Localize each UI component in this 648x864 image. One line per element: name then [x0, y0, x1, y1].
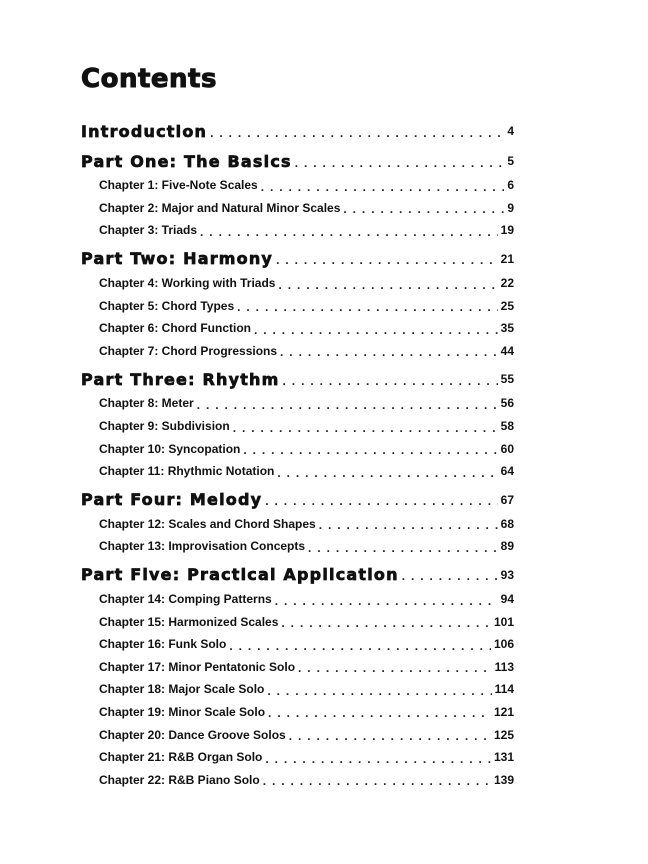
toc-chapter-entry[interactable] — [81, 513, 514, 536]
toc-chapter-entry[interactable] — [81, 392, 514, 415]
toc-chapter-entry[interactable] — [81, 610, 514, 633]
toc-part-entry[interactable] — [81, 487, 514, 513]
dot-leader — [265, 749, 491, 766]
dot-leader — [295, 153, 505, 170]
dot-leader — [261, 177, 505, 194]
toc-chapter-entry[interactable] — [81, 656, 514, 679]
page-number: 121 — [493, 704, 514, 719]
page-number: 131 — [493, 750, 514, 765]
dot-leader — [229, 636, 491, 653]
table-of-contents — [81, 114, 514, 791]
dot-leader — [243, 440, 497, 457]
entry-title: Chapter 4: Working with Triads — [99, 276, 276, 291]
dot-leader — [276, 250, 498, 267]
dot-leader — [280, 342, 498, 359]
entry-title: Chapter 18: Major Scale Solo — [99, 682, 265, 697]
toc-chapter-entry[interactable] — [81, 294, 514, 317]
toc-chapter-entry[interactable] — [81, 460, 514, 483]
toc-part-entry[interactable] — [81, 562, 514, 588]
dot-leader — [237, 297, 498, 314]
toc-chapter-entry[interactable] — [81, 768, 514, 791]
entry-title: Part Two: Harmony — [81, 249, 274, 269]
entry-title: Chapter 7: Chord Progressions — [99, 343, 278, 358]
toc-chapter-entry[interactable] — [81, 588, 514, 611]
entry-title: Part Five: Practical Application — [81, 565, 399, 585]
dot-leader — [289, 726, 491, 743]
dot-leader — [278, 275, 497, 292]
entry-title: Chapter 1: Five-Note Scales — [99, 178, 258, 193]
entry-title: Chapter 22: R&B Piano Solo — [99, 772, 260, 787]
page-number: 106 — [493, 637, 514, 652]
dot-leader — [402, 566, 498, 583]
page-number: 60 — [500, 441, 514, 456]
entry-title: Chapter 10: Syncopation — [99, 441, 241, 456]
toc-chapter-entry[interactable] — [81, 437, 514, 460]
dot-leader — [268, 703, 491, 720]
page-number: 93 — [500, 567, 514, 582]
page-number: 101 — [493, 614, 514, 629]
dot-leader — [197, 395, 498, 412]
toc-chapter-entry[interactable] — [81, 317, 514, 340]
page-number: 114 — [494, 682, 514, 697]
page-number: 55 — [500, 372, 514, 387]
dot-leader — [265, 491, 497, 508]
entry-title: Chapter 20: Dance Groove Solos — [99, 727, 286, 742]
dot-leader — [281, 613, 491, 630]
entry-title: Chapter 12: Scales and Chord Shapes — [99, 516, 316, 531]
toc-chapter-entry[interactable] — [81, 723, 514, 746]
entry-title: Chapter 6: Chord Function — [99, 321, 251, 336]
dot-leader — [254, 320, 498, 337]
toc-chapter-entry[interactable] — [81, 746, 514, 769]
toc-chapter-entry[interactable] — [81, 415, 514, 438]
entry-title: Chapter 3: Triads — [99, 223, 198, 238]
dot-leader — [200, 222, 498, 239]
entry-title: Chapter 5: Chord Types — [99, 298, 235, 313]
entry-title: Chapter 8: Meter — [99, 396, 194, 411]
page-number: 125 — [493, 727, 514, 742]
page-number: 35 — [500, 321, 514, 336]
page-number: 89 — [500, 539, 514, 554]
entry-title: Introduction — [81, 121, 208, 141]
entry-title: Chapter 21: R&B Organ Solo — [99, 750, 263, 765]
page-number: 5 — [507, 154, 514, 168]
entry-title: Chapter 14: Comping Patterns — [99, 592, 272, 607]
entry-title: Chapter 16: Funk Solo — [99, 637, 227, 652]
page-number: 6 — [507, 178, 514, 193]
dot-leader — [283, 371, 498, 388]
toc-part-entry[interactable] — [81, 246, 514, 272]
toc-part-entry[interactable] — [81, 366, 514, 392]
page-number: 139 — [493, 772, 514, 787]
toc-chapter-entry[interactable] — [81, 701, 514, 724]
toc-chapter-entry[interactable] — [81, 678, 514, 701]
toc-chapter-entry[interactable] — [81, 340, 514, 363]
page-number: 25 — [500, 298, 514, 313]
page-number: 19 — [500, 223, 514, 238]
toc-chapter-entry[interactable] — [81, 633, 514, 656]
entry-title: Chapter 15: Harmonized Scales — [99, 614, 279, 629]
toc-part-entry[interactable] — [81, 148, 514, 174]
toc-chapter-entry[interactable] — [81, 197, 514, 220]
entry-title: Part Four: Melody — [81, 490, 263, 510]
toc-chapter-entry[interactable] — [81, 272, 514, 295]
dot-leader — [210, 123, 504, 140]
entry-title: Part Three: Rhythm — [81, 369, 280, 389]
page-number: 56 — [500, 396, 514, 411]
entry-title: Chapter 2: Major and Natural Minor Scales — [99, 200, 341, 215]
dot-leader — [298, 658, 492, 675]
page-number: 21 — [500, 251, 514, 266]
entry-title: Part One: The Basics — [81, 151, 292, 171]
page-number: 64 — [500, 464, 514, 479]
toc-chapter-entry[interactable] — [81, 219, 514, 242]
entry-title: Chapter 9: Subdivision — [99, 419, 230, 434]
dot-leader — [233, 418, 498, 435]
entry-title: Chapter 13: Improvisation Concepts — [99, 539, 306, 554]
dot-leader — [263, 771, 491, 788]
toc-chapter-entry[interactable] — [81, 535, 514, 558]
page-number: 44 — [500, 343, 514, 358]
page-number: 58 — [500, 419, 514, 434]
dot-leader — [275, 591, 498, 608]
toc-chapter-entry[interactable] — [81, 174, 514, 197]
entry-title: Chapter 17: Minor Pentatonic Solo — [99, 659, 296, 674]
dot-leader — [267, 681, 491, 698]
page-number: 4 — [507, 124, 514, 138]
dot-leader — [319, 515, 498, 532]
dot-leader — [308, 538, 498, 555]
page-number: 9 — [507, 200, 514, 215]
entry-title: Chapter 11: Rhythmic Notation — [99, 464, 275, 479]
page-number: 113 — [494, 659, 514, 674]
toc-part-entry[interactable] — [81, 118, 514, 144]
entry-title: Chapter 19: Minor Scale Solo — [99, 704, 266, 719]
dot-leader — [343, 199, 504, 216]
page-number: 67 — [500, 492, 514, 507]
page-number: 22 — [500, 276, 514, 291]
dot-leader — [277, 463, 497, 480]
page-number: 94 — [500, 592, 514, 607]
page-title: Contents — [81, 64, 217, 94]
page-number: 68 — [500, 516, 514, 531]
